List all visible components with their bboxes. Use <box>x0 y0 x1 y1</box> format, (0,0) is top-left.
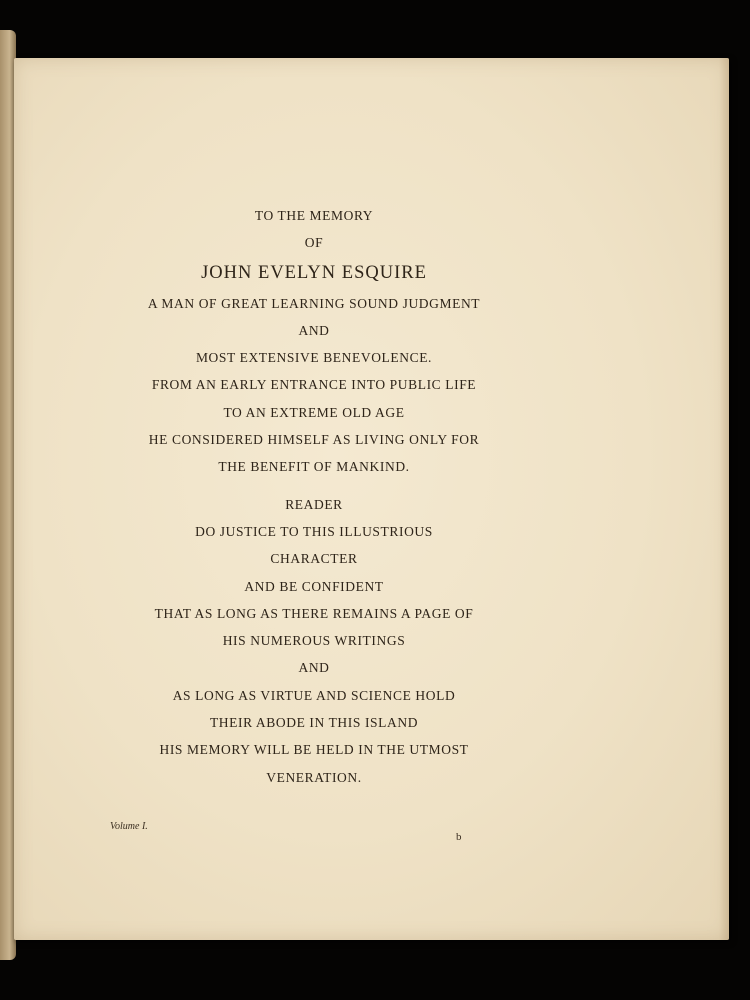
inscription-line: TO THE MEMORY <box>254 208 374 223</box>
inscription-line: VENERATION. <box>266 769 362 785</box>
inscription-line: THAT AS LONG AS THERE REMAINS A PAGE OF <box>154 605 474 621</box>
inscription-line: HIS MEMORY WILL BE HELD IN THE UTMOST <box>159 742 469 758</box>
inscription-line: DO JUSTICE TO THIS ILLUSTRIOUS <box>195 523 433 539</box>
inscription-line: THE BENEFIT OF MANKIND. <box>218 459 410 475</box>
book-page <box>14 58 729 940</box>
inscription-line: AND <box>298 322 330 338</box>
inscription-line: AND <box>298 660 330 676</box>
paragraph-gap <box>14 481 614 491</box>
inscription-line: AND BE CONFIDENT <box>244 578 384 594</box>
volume-label: Volume I. <box>110 821 148 832</box>
inscription-line: OF <box>304 235 324 251</box>
inscription-line: TO AN EXTREME OLD AGE <box>223 404 405 420</box>
inscription-line: CHARACTER <box>270 551 358 567</box>
page-right-edge-shadow <box>719 58 729 940</box>
inscription-line: THEIR ABODE IN THIS ISLAND <box>209 715 419 731</box>
memorial-inscription <box>14 202 614 791</box>
inscription-line: HE CONSIDERED HIMSELF AS LIVING ONLY FOR <box>148 432 480 448</box>
dedicatee-name: JOHN EVELYN ESQUIRE <box>201 262 427 283</box>
inscription-line: READER <box>285 496 343 512</box>
inscription-line: MOST EXTENSIVE BENEVOLENCE. <box>195 350 433 366</box>
inscription-line: HIS NUMEROUS WRITINGS <box>222 633 406 649</box>
inscription-line: A MAN OF GREAT LEARNING SOUND JUDGMENT <box>147 295 481 311</box>
inscription-line: FROM AN EARLY ENTRANCE INTO PUBLIC LIFE <box>151 377 477 393</box>
inscription-line: AS LONG AS VIRTUE AND SCIENCE HOLD <box>172 687 456 703</box>
signature-mark: b <box>456 831 462 843</box>
